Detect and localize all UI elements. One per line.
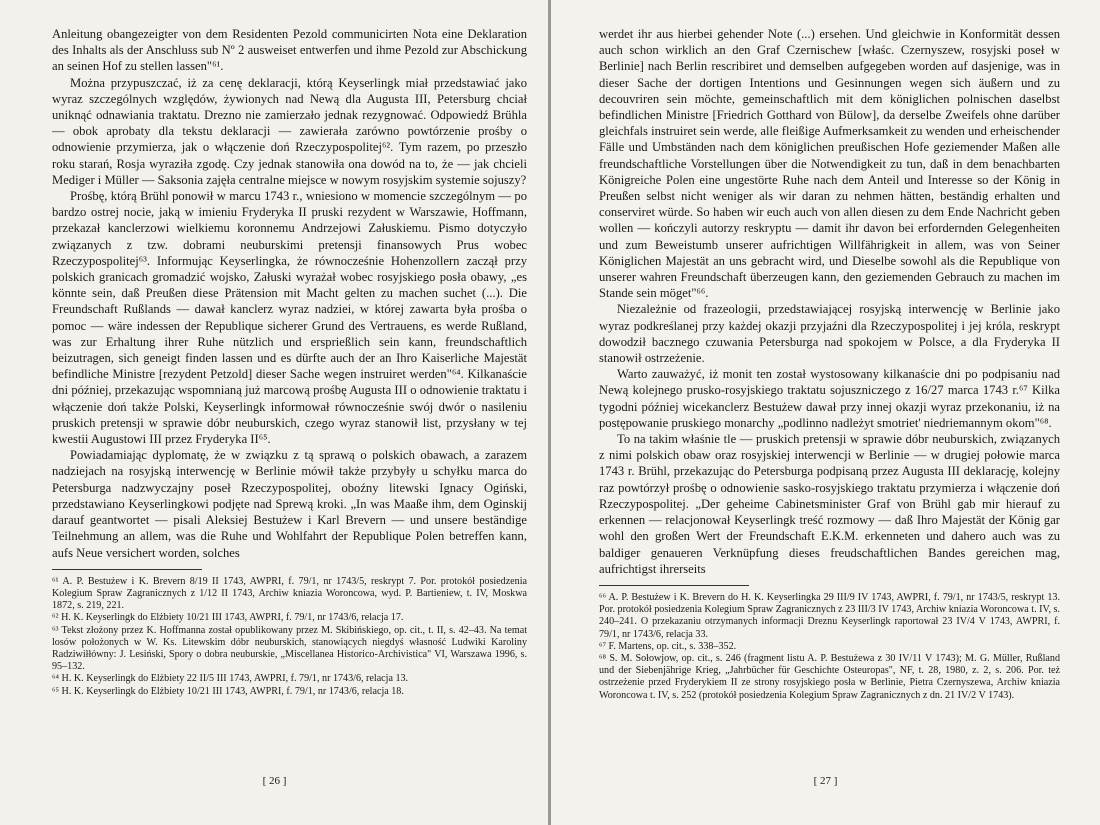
footnote: ⁶⁷ F. Martens, op. cit., s. 338–352. [599, 640, 737, 652]
paragraph: Anleitung obangezeigter von dem Residenten Pezold communicirten Nota eine Deklaration des Inhalts als der Anschluss sub Nº 2 ausweiset entwerfen und ihme Pezold zur Abschickung an seinen Hof zu stellen lassen"⁶¹. [52, 27, 527, 74]
footnote: ⁶⁶ A. P. Bestużew i K. Brevern do H. K. Keyserlingka 29 III/9 IV 1743, AWPRI, f. 79/1, nr 1743/5, reskrypt 13. Por. protokół posiedzenia Kolegium Spraw Zagranicznych z 23 III/3 IV 1743, Archiw kniazia Woroncowa t. IV, s. 240–241. O przekazaniu otrzymanych informacji Dreznu Keyserlingk raportował 23 IV/4 V 1743, AWPRI, f. 79/1, nr 1743/6, relacja 33. [599, 591, 1060, 640]
left-body-text [52, 26, 527, 561]
left-page [0, 0, 549, 825]
paragraph: Powiadamiając dyplomatę, że w związku z tą sprawą o polskich obawach, a zarazem nadziejach na rosyjską interwencję w Berlinie mówił także przybyły u schyłku marca do Petersburga nadzwyczajny poseł Rzeczypospolitej, oboźny litewski Ignacy Ogiński, przedstawiano Keyserlingkowi podjęte nad Sprewą kroki. „In was Maaße ihm, dem Oginskij darauf geantwortet — pisali Aleksiej Bestużew i Karl Brevern — und unsere beständige Teilnehmung an allem, was die Ruhe und Wohlfahrt der Republique Polen betreffen kann, aufs Neue versichert worden, solches [52, 448, 527, 560]
paragraph: To na takim właśnie tle — pruskich pretensji w sprawie dóbr neuburskich, związanych z nimi polskich obaw oraz rosyjskiej interwencji w Berlinie — w drugiej połowie marca 1743 r. Brühl, przekazując do Petersburga podpisaną przez Augusta III deklarację, kolejny raz powtórzył prośbę o odnowienie sasko-rosyjskiego traktatu przymierza i włączenie doń Rzeczypospolitej. „Der geheime Cabinetsminister Graf von Brühl gab mir hierauf zu erkennen — relacjonował Keyserlingk treść rozmowy — daß Ihro Majestät der König gar wohl den großen Wert der Freundschaft E.K.M. erkenneten und dahero auch was zu baldiger genaueren Verknüpfung dieses freudschaftlichen Bandes gereichen mag, aufrichtigst ihrerseits [599, 432, 1060, 576]
right-footnotes [599, 592, 1060, 702]
footnote: ⁶³ Tekst złożony przez K. Hoffmanna został opublikowany przez M. Skibińskiego, op. cit., t. II, s. 42–43. Na temat losów położonych w W. Ks. Litewskim dóbr neuburskich, stanowiących niegdyś własność Ludwiki Karoliny Radziwiłłówny: J. Lesiński, Spory o dobra neuburskie, „Miscellanea Historico-Archivistica" VI, Warszawa 1996, s. 95–132. [52, 624, 527, 673]
paragraph: Niezależnie od frazeologii, przedstawiającej rosyjską interwencję w Berlinie jako wyraz podkreślanej przy każdej okazji przyjaźni dla Rzeczypospolitej i jej króla, reskrypt dowodził bacznego czuwania Petersburga nad spokojem w Polsce, a dla Fryderyka II stanowił ostrzeżenie. [599, 302, 1060, 366]
page-number: [ 27 ] [813, 775, 838, 787]
paragraph: Prośbę, którą Brühl ponowił w marcu 1743 r., wniesiono w momencie szczególnym — po bardzo ostrej nocie, jaką w imieniu Fryderyka II pruski rezydent w Warszawie, Hoffmann, przekazał kanclerzowi wielkiemu koronnemu Andrzejowi Załuskiemu. Pismo dotyczyło związanych z tzw. dobrami neuburskimi pretensji finansowych Prus wobec Rzeczypospolitej⁶³. Informując Keyserlingka, że równocześnie Hohenzollern zaczął przy polskich granicach gromadzić wojsko, Załuski wyrażał wobec rosyjskiego posła obawy, „es könnte sein, daß Preußen diese Prätension mit Macht gelten zu machen suchet (...). Die Freundschaft Rußlands — dawał kanclerz wyraz nadziei, w której zawarta była prośba o pomoc — wäre indessen der Republique sicherer Grund des Vertrauens, es werde Rußland, was zur Erhaltung ihrer Ruhe nützlich und ersprießlich sein kann, freundschaftlich beizutragen, sich geneigt finden lassen und es dürfte auch der an Ihro Kaiserliche Majestät befindliche Ministre [rezydent Petzold] dieser Sache wegen instruiret werden"⁶⁴. Kilkanaście dni później, przekazując wspomnianą już marcową prośbę Augusta III o odnowienie traktatu i włączenie doń także Polski, Keyserlingk informował równocześnie swój dwór o nasileniu pruskich pretensji w sprawie dóbr neuburskich, czego wyraz stanowił list, przysłany w tej kwestii Augustowi III przez Fryderyka II⁶⁵. [52, 189, 527, 447]
left-footnotes [52, 576, 527, 698]
right-body-text [599, 26, 1060, 577]
footnote-divider [599, 585, 749, 586]
paragraph: werdet ihr aus hierbei gehender Note (...) ersehen. Und gleichwie in Konformität dessen auch schon wirklich an den Graf Czernischew [właśc. Czernyszew, rosyjski poseł w Berlinie] nach Berlin rescribiret und demselben aufgegeben worden auf dasjenige, was in dieser Sache der dortigen Intentions und Gesinnungen wegen sich äußern und zu decouvriren sein möchte, gemeinschaftlich mit dem königlichen polnischen daselbst befindlichen Ministre [Friedrich Gotthard von Bülow], da derselbe Zweifels ohne darüber gleichfals instruiret sein werde, alle fleißige Aufmerksamkeit zu wenden und erheischender Fälle und Umbständen nach dem königlichen preußischen Hofe geziemender Maßen alle freundschaftliche Vorstellungen über die Notwendigkeit zu tun, daß in dem benachbarten Königreiche Polen eine ungestörte Ruhe nach dem Anteil und Interesse so der König in Preußen selbst nicht weniger als wir daran zu nehmen hätten, beständig erhalten und conserviret würde. So haben wir euch auch von allen diesen zu dem Ende Nachricht geben wollen — kończyli autorzy reskryptu — damit ihr davon bei erfordernden Gelegenheiten und zum Beweistumb unserer aufrichtigen Willfährigkeit in allem, was von Seiner Königlichen Majestät an uns gebracht wird, und Dieselbe sowohl als die Republique von unserer wahren Freundschaft überzeugen kann, den geziemenden Gebrauch zu machen im Stande sein möget"⁶⁶. [599, 27, 1060, 301]
footnote: ⁶² H. K. Keyserlingk do Elżbiety 10/21 III 1743, AWPRI, f. 79/1, nr 1743/6, relacja 17. [52, 612, 404, 624]
right-page [551, 0, 1100, 825]
paragraph: Można przypuszczać, iż za cenę deklaracji, którą Keyserlingk miał przedstawiać jako wyraz szczególnych względów, żywionych nad Newą dla Augusta III, Petersburg chciał uniknąć odnawiania traktatu. Drezno nie zamierzało jednak rezygnować. Odpowiedź Brühla — obok aprobaty dla tekstu deklaracji — zawierała zarówno powtórzenie prośby o odnowienie przymierza, jak o włączenie doń Rzeczypospolitej⁶². Tym razem, po przeszło roku starań, Rosja wyraziła zgodę. Czy jednak stanowiła ona dowód na to, że — jak chcieli Mediger i Müller — Saksonia zajęła centralne miejsce w nowym rosyjskim systemie sojuszy? [52, 75, 527, 187]
footnote: ⁶¹ A. P. Bestużew i K. Brevern 8/19 II 1743, AWPRI, f. 79/1, nr 1743/5, reskrypt 7. Por. protokół posiedzenia Kolegium Spraw Zagranicznych z 1/12 II 1743, Archiw kniazia Woroncowa, wyd. P. Bartieniew, t. IV, Moskwa 1872, s. 219, 221. [52, 575, 527, 612]
footnote: ⁶⁸ S. M. Sołowjow, op. cit., s. 246 (fragment listu A. P. Bestużewa z 30 IV/11 V 1743); M. G. Müller, Rußland und der Siebenjährige Krieg, „Jahrbücher für Geschichte Osteuropas", NF, t. 28, 1980, z. 2, s. 206. Por. też ostrzeżenie przed Fryderykiem II ze strony rosyjskiego posła w Berlinie, Pietra Czernyszewa, Archiw kniazia Woroncowa t. IV, s. 252 (protokół posiedzenia Kolegium Spraw Zagranicznych z dn. 21 IV/2 V 1743). [599, 652, 1060, 701]
footnote: ⁶⁴ H. K. Keyserlingk do Elżbiety 22 II/5 III 1743, AWPRI, f. 79/1, nr 1743/6, relacja 13. [52, 673, 409, 685]
page-number: [ 26 ] [262, 775, 287, 787]
footnote: ⁶⁵ H. K. Keyserlingk do Elżbiety 10/21 III 1743, AWPRI, f. 79/1, nr 1743/6, relacja 18. [52, 685, 404, 697]
paragraph: Warto zauważyć, iż monit ten został wystosowany kilkanaście dni po podpisaniu nad Newą kolejnego prusko-rosyjskiego traktatu sojuszniczego z 16/27 marca 1743 r.⁶⁷ Kilka tygodni później wicekanclerz Bestużew dawał przy innej okazji wyraz przekonaniu, iż na postępowanie pruskiego monarchy „podlinno nadleżyt smotriet' niedriemannym okom"⁶⁸. [599, 367, 1060, 430]
footnote-divider [52, 569, 202, 570]
